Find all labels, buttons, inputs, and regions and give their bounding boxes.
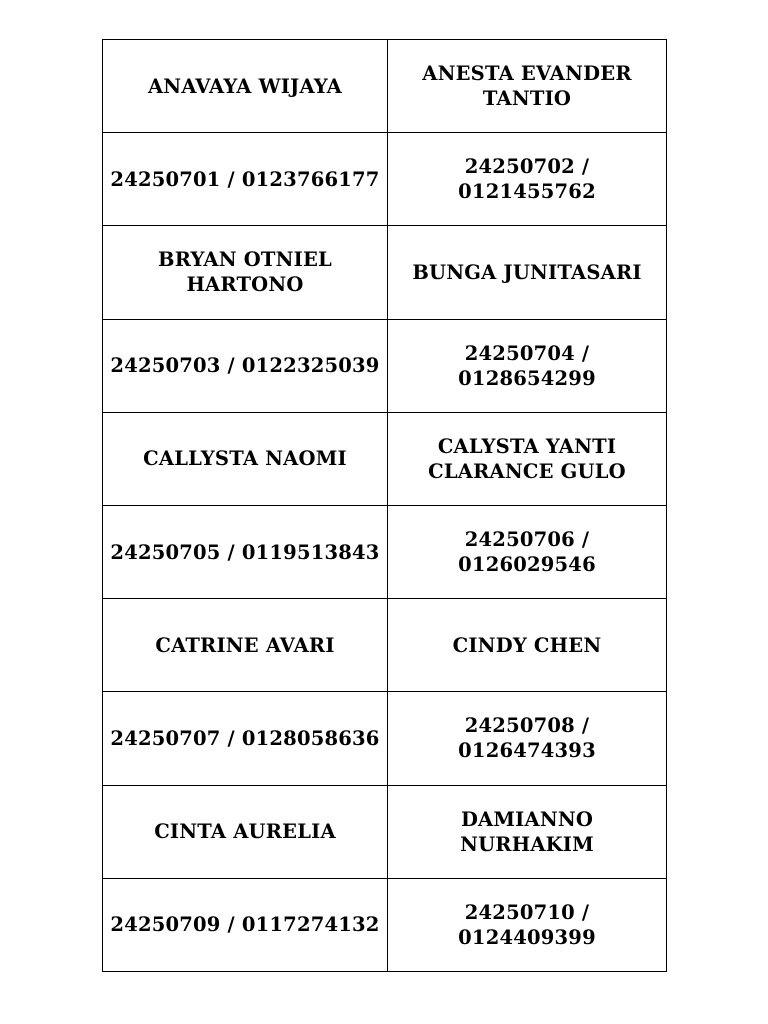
table-row bbox=[103, 505, 667, 598]
student-name-cell: CINDY CHEN bbox=[388, 599, 667, 692]
student-id-cell: 24250709 / 0117274132 bbox=[103, 878, 388, 971]
student-name-cell: CALYSTA YANTI CLARANCE GULO bbox=[388, 412, 667, 505]
student-name-cell: CATRINE AVARI bbox=[103, 599, 388, 692]
student-table bbox=[102, 39, 667, 972]
student-id-cell: 24250706 / 0126029546 bbox=[388, 505, 667, 598]
student-id-cell: 24250705 / 0119513843 bbox=[103, 505, 388, 598]
student-name-cell: DAMIANNO NURHAKIM bbox=[388, 785, 667, 878]
student-name-cell: CALLYSTA NAOMI bbox=[103, 412, 388, 505]
student-name-cell: BUNGA JUNITASARI bbox=[388, 226, 667, 319]
table-row bbox=[103, 40, 667, 133]
student-id-cell: 24250708 / 0126474393 bbox=[388, 692, 667, 785]
student-id-cell: 24250701 / 0123766177 bbox=[103, 133, 388, 226]
table-row bbox=[103, 133, 667, 226]
student-name-cell: ANESTA EVANDER TANTIO bbox=[388, 40, 667, 133]
student-id-cell: 24250703 / 0122325039 bbox=[103, 319, 388, 412]
student-name-cell: BRYAN OTNIEL HARTONO bbox=[103, 226, 388, 319]
student-name-cell: CINTA AURELIA bbox=[103, 785, 388, 878]
table-row bbox=[103, 599, 667, 692]
table-row bbox=[103, 412, 667, 505]
student-id-cell: 24250704 / 0128654299 bbox=[388, 319, 667, 412]
student-name-cell: ANAVAYA WIJAYA bbox=[103, 40, 388, 133]
table-row bbox=[103, 226, 667, 319]
student-id-cell: 24250710 / 0124409399 bbox=[388, 878, 667, 971]
student-id-cell: 24250702 / 0121455762 bbox=[388, 133, 667, 226]
table-row bbox=[103, 878, 667, 971]
student-id-cell: 24250707 / 0128058636 bbox=[103, 692, 388, 785]
table-row bbox=[103, 785, 667, 878]
table-row bbox=[103, 319, 667, 412]
table-row bbox=[103, 692, 667, 785]
